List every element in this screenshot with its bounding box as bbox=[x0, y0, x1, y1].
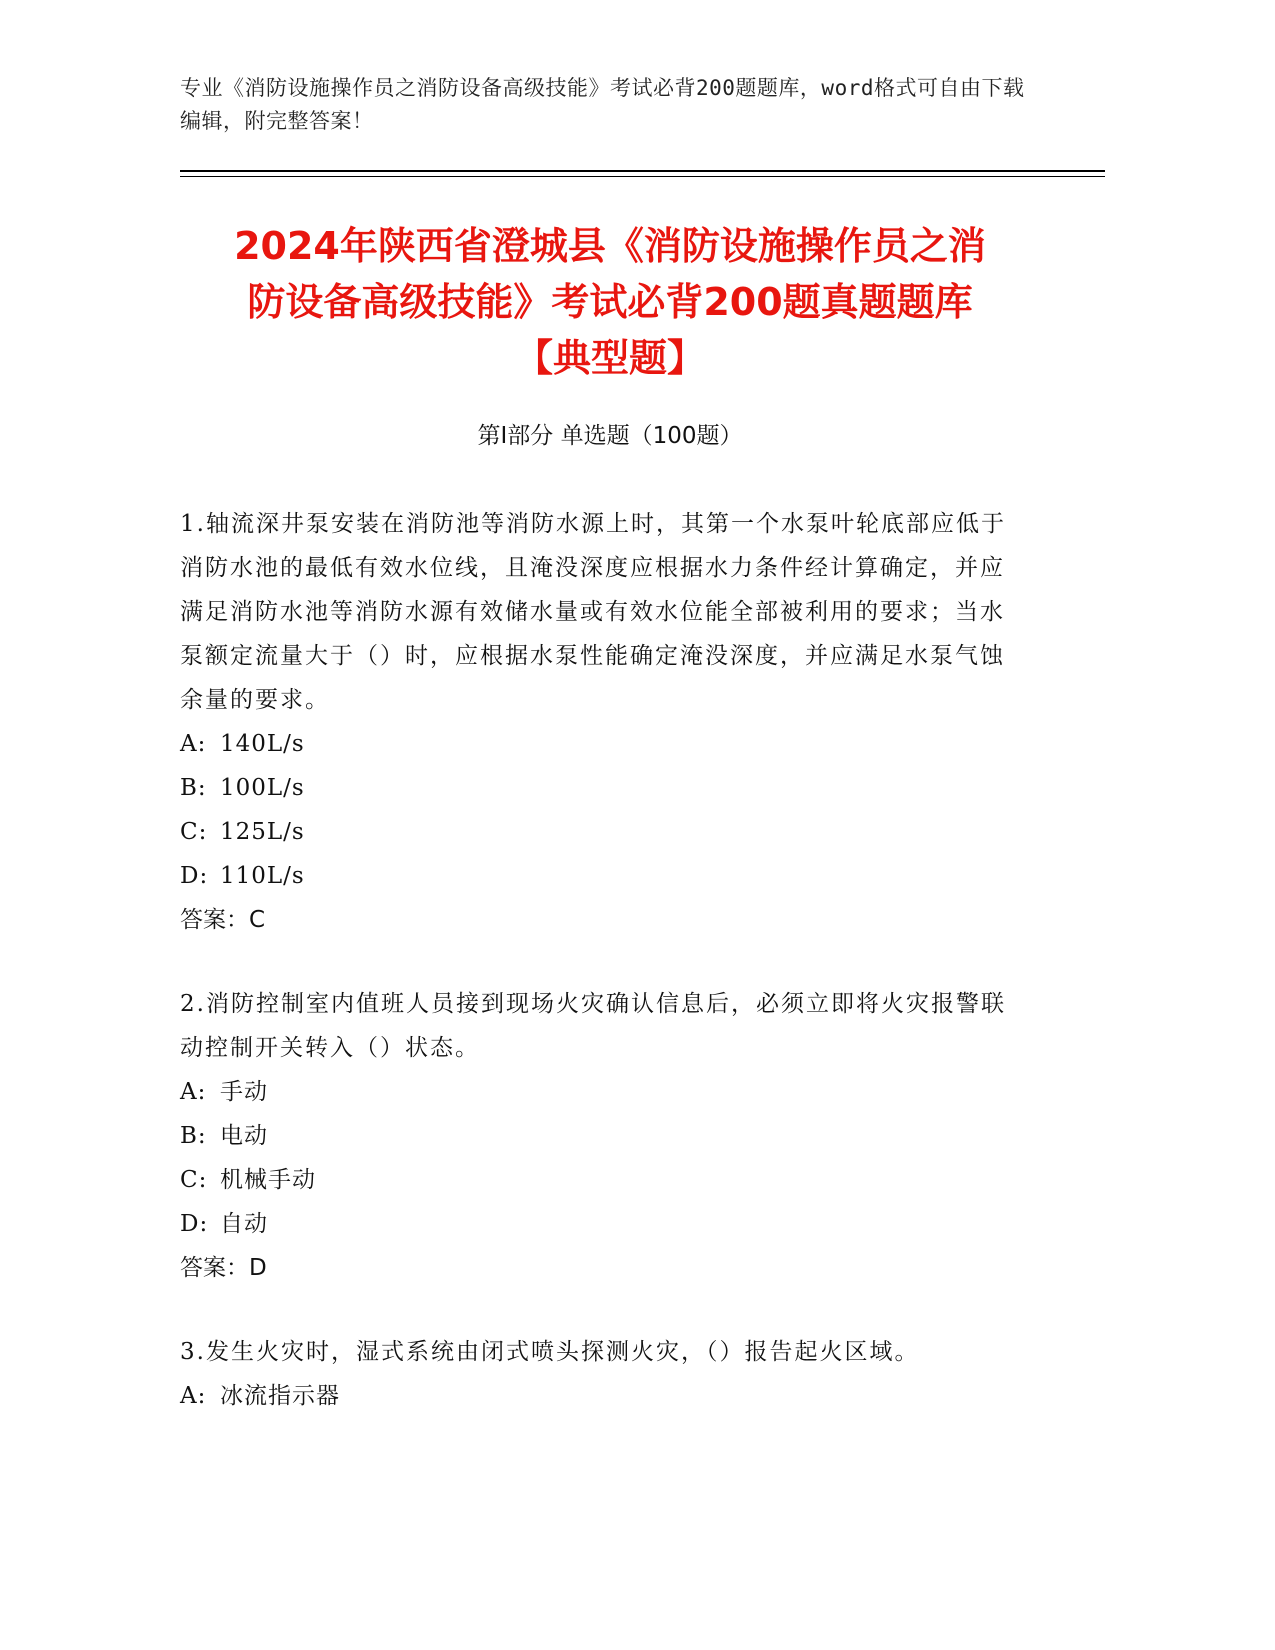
question-list bbox=[180, 502, 1020, 1458]
title-line-2: 防设备高级技能》考试必背200题真题题库 bbox=[247, 280, 973, 324]
header-divider-thick bbox=[180, 170, 1105, 172]
answer-line: 答案：D bbox=[180, 1255, 267, 1281]
title-line-1: 2024年陕西省澄城县《消防设施操作员之消 bbox=[234, 224, 986, 268]
header-divider-thin bbox=[180, 176, 1105, 177]
header-note: 专业《消防设施操作员之消防设备高级技能》考试必背200题题库，word格式可自由下载编辑，附完整答案！ bbox=[180, 76, 1025, 133]
option-text: 140L/s bbox=[220, 731, 305, 757]
option-key: D: bbox=[180, 863, 209, 889]
option-d bbox=[180, 854, 1020, 898]
option-key: D: bbox=[180, 1211, 209, 1237]
option-text: 手动 bbox=[220, 1079, 268, 1105]
title-line-3: 【典型题】 bbox=[514, 336, 705, 380]
question-1 bbox=[180, 502, 1020, 942]
question-stem: 1.轴流深井泵安装在消防池等消防水源上时，其第一个水泵叶轮底部应低于消防水池的最低有效水位线，且淹没深度应根据水力条件经计算确定，并应满足消防水池等消防水源有效储水量或有效水位能全部被利用的要求；当水泵额定流量大于（）时，应根据水泵性能确定淹没深度，并应满足水泵气蚀余量的要求。 bbox=[180, 511, 1006, 713]
option-a bbox=[180, 722, 1020, 766]
option-text: 冰流指示器 bbox=[220, 1383, 340, 1409]
option-key: A: bbox=[180, 1079, 207, 1105]
option-c bbox=[180, 810, 1020, 854]
option-text: 电动 bbox=[220, 1123, 268, 1149]
option-text: 100L/s bbox=[220, 775, 305, 801]
option-text: 110L/s bbox=[220, 863, 305, 889]
option-key: B: bbox=[180, 1123, 207, 1149]
document-title bbox=[150, 218, 1070, 386]
option-key: B: bbox=[180, 775, 207, 801]
option-key: A: bbox=[180, 731, 207, 757]
option-key: A: bbox=[180, 1383, 207, 1409]
option-text: 自动 bbox=[220, 1211, 268, 1237]
option-b bbox=[180, 1114, 1020, 1158]
option-key: C: bbox=[180, 1167, 208, 1193]
option-a bbox=[180, 1070, 1020, 1114]
question-3 bbox=[180, 1330, 1020, 1418]
question-2 bbox=[180, 982, 1020, 1290]
option-text: 125L/s bbox=[220, 819, 305, 845]
option-text: 机械手动 bbox=[220, 1167, 316, 1193]
option-b bbox=[180, 766, 1020, 810]
question-stem: 2.消防控制室内值班人员接到现场火灾确认信息后，必须立即将火灾报警联动控制开关转入（）状态。 bbox=[180, 991, 1006, 1061]
option-key: C: bbox=[180, 819, 208, 845]
option-d bbox=[180, 1202, 1020, 1246]
option-c bbox=[180, 1158, 1020, 1202]
question-stem: 3.发生火灾时，湿式系统由闭式喷头探测火灾，（）报告起火区域。 bbox=[180, 1339, 920, 1365]
section-heading: 第Ⅰ部分 单选题（100题） bbox=[477, 423, 743, 449]
answer-line: 答案：C bbox=[180, 907, 266, 933]
option-a bbox=[180, 1374, 1020, 1418]
